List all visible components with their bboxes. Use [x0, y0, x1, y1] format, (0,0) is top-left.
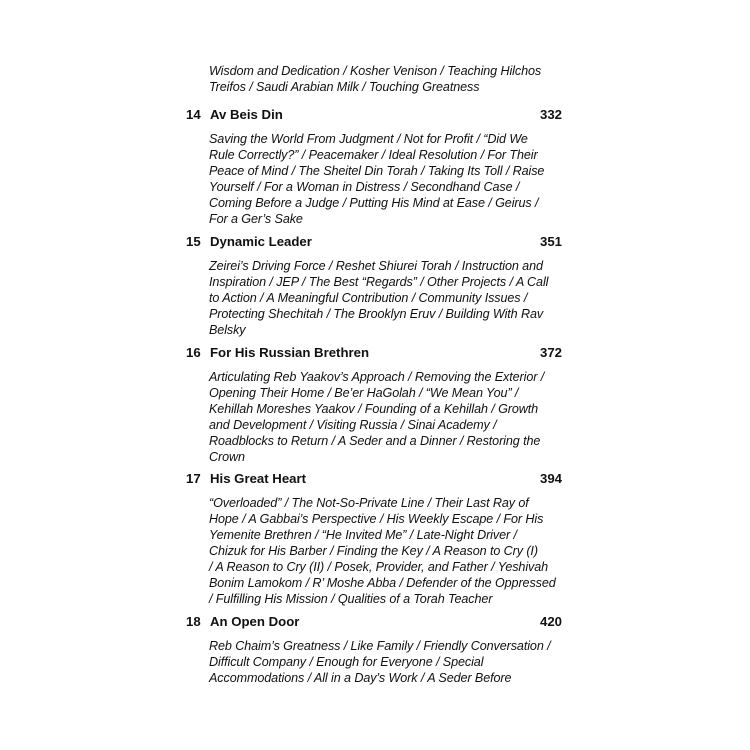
chapter-page-number: 394	[539, 471, 562, 486]
continued-entries	[209, 63, 549, 95]
chapter-subtopics	[209, 258, 549, 338]
subtopic-line: Yemenite Brethren / “He Invited Me” / Late-Night Driver /	[209, 528, 517, 542]
subtopic-line: to Action / A Meaningful Contribution / Community Issues /	[209, 291, 528, 305]
subtopic-line: Articulating Reb Yaakov’s Approach / Removing the Exterior /	[209, 370, 545, 384]
chapter-page-number: 351	[539, 234, 562, 249]
chapter-page-number: 420	[539, 614, 562, 629]
subtopic-line: Protecting Shechitah / The Brooklyn Eruv / Building With Rav	[209, 307, 544, 321]
subtopic-line: / Fulfilling His Mission / Qualities of a Torah Teacher	[209, 592, 493, 606]
chapter-subtopics	[209, 369, 545, 465]
subtopic-line: “Overloaded” / The Not-So-Private Line / Their Last Ray of	[209, 496, 529, 510]
subtopic-line: Accommodations / All in a Day’s Work / A Seder Before	[209, 671, 512, 685]
chapter-number: 17	[186, 471, 201, 486]
chapter-heading	[186, 470, 564, 488]
subtopic-line: and Development / Visiting Russia / Sinai Academy /	[209, 418, 497, 432]
chapter-18	[186, 613, 564, 686]
chapter-number: 16	[186, 345, 201, 360]
chapter-title: For His Russian Brethren	[210, 345, 370, 360]
subtopic-line: Hope / A Gabbai’s Perspective / His Weekly Escape / For His	[209, 512, 544, 526]
entry-line: Wisdom and Dedication / Kosher Venison / Teaching Hilchos	[209, 64, 542, 78]
chapter-number: 14	[186, 107, 201, 122]
chapter-title: Av Beis Din	[210, 107, 283, 122]
subtopic-line: Peace of Mind / The Sheitel Din Torah / Taking Its Toll / Raise	[209, 164, 545, 178]
chapter-title: His Great Heart	[210, 471, 307, 486]
chapter-16	[186, 344, 564, 465]
subtopic-line: Rule Correctly?” / Peacemaker / Ideal Resolution / For Their	[209, 148, 538, 162]
chapter-14	[186, 106, 564, 227]
subtopic-line: Coming Before a Judge / Putting His Mind at Ease / Geirus /	[209, 196, 539, 210]
chapter-page-number: 372	[539, 345, 562, 360]
chapter-number: 18	[186, 614, 201, 629]
chapter-15	[186, 233, 564, 338]
subtopic-line: Roadblocks to Return / A Seder and a Dinner / Restoring the	[209, 434, 541, 448]
subtopic-line: Chizuk for His Barber / Finding the Key / A Reason to Cry (I)	[209, 544, 538, 558]
chapter-heading	[186, 613, 564, 631]
chapter-heading	[186, 106, 564, 124]
chapter-subtopics	[209, 638, 551, 686]
subtopic-line: Belsky	[209, 323, 246, 337]
chapter-page-number: 332	[539, 107, 562, 122]
subtopic-line: Saving the World From Judgment / Not for Profit / “Did We	[209, 132, 528, 146]
subtopic-line: Difficult Company / Enough for Everyone / Special	[209, 655, 484, 669]
chapter-title: Dynamic Leader	[210, 234, 312, 249]
subtopic-line: / A Reason to Cry (II) / Posek, Provider, and Father / Yeshivah	[209, 560, 549, 574]
chapter-title: An Open Door	[210, 614, 300, 629]
subtopic-line: For a Ger’s Sake	[209, 212, 303, 226]
subtopic-line: Bonim Lamokom / R’ Moshe Abba / Defender of the Oppressed	[209, 576, 556, 590]
subtopic-line: Inspiration / JEP / The Best “Regards” / Other Projects / A Call	[209, 275, 549, 289]
subtopic-line: Opening Their Home / Be’er HaGolah / “We Mean You” /	[209, 386, 519, 400]
chapter-subtopics	[209, 131, 545, 227]
chapter-heading	[186, 233, 564, 251]
subtopic-line: Reb Chaim’s Greatness / Like Family / Friendly Conversation /	[209, 639, 551, 653]
chapter-subtopics	[209, 495, 556, 607]
chapter-17	[186, 470, 564, 607]
entry-line: Treifos / Saudi Arabian Milk / Touching Greatness	[209, 80, 480, 94]
subtopic-line: Yourself / For a Woman in Distress / Secondhand Case /	[209, 180, 520, 194]
chapter-heading	[186, 344, 564, 362]
subtopic-line: Crown	[209, 450, 245, 464]
subtopic-line: Zeirei’s Driving Force / Reshet Shiurei Torah / Instruction and	[209, 259, 543, 273]
chapter-number: 15	[186, 234, 201, 249]
subtopic-line: Kehillah Moreshes Yaakov / Founding of a Kehillah / Growth	[209, 402, 539, 416]
